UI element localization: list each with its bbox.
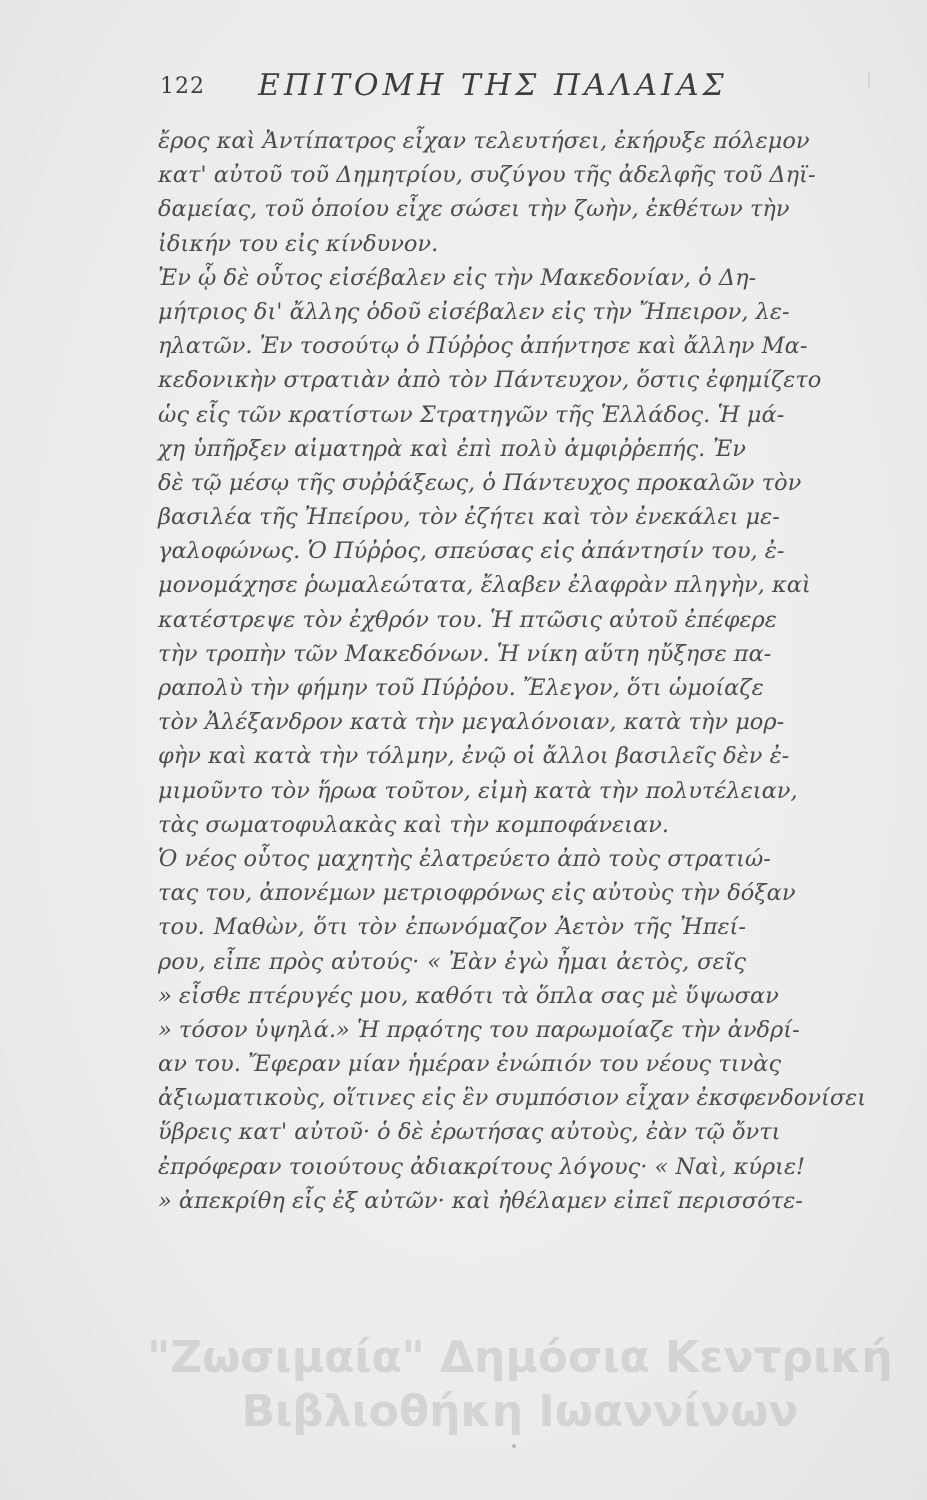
text-line: Ἐν ᾧ δὲ οὗτος εἰσέβαλεν εἰς τὴν Μακεδονίαν, ὁ Δη- <box>158 264 757 291</box>
text-line: » τόσον ὑψηλά.» Ἡ πρᾳότης του παρωμοίαζε τὴν ἀνδρί- <box>158 1016 800 1043</box>
text-line: ἐπρόφεραν τοιούτους ἀδιακρίτους λόγους· « Ναὶ, κύριε! <box>158 1153 806 1180</box>
text-line: τὴν τροπὴν τῶν Μακεδόνων. Ἡ νίκη αὕτη ηὔξησε πα- <box>158 640 772 667</box>
text-line: γαλοφώνως. Ὁ Πύῤῥος, σπεύσας εἰς ἀπάντησίν του, ἐ- <box>158 538 785 565</box>
text-line: ἀξιωματικοὺς, οἵτινες εἰς ἓν συμπόσιον εἶχαν ἐκσφενδονίσει <box>158 1085 867 1112</box>
text-line: κεδονικὴν στρατιὰν ἀπὸ τὸν Πάντευχον, ὅστις ἐφημίζετο <box>158 367 822 394</box>
text-line: ὕβρεις κατ' αὐτοῦ· ὁ δὲ ἐρωτήσας αὐτοὺς, ἐὰν τῷ ὄντι <box>158 1119 781 1146</box>
text-line: » ἀπεκρίθη εἷς ἐξ αὐτῶν· καὶ ἠθέλαμεν εἰπεῖ περισσότε- <box>158 1187 803 1214</box>
ink-dot <box>512 1444 516 1448</box>
text-line: μονομάχησε ῥωμαλεώτατα, ἔλαβεν ἐλαφρὰν πληγὴν, καὶ <box>158 572 811 599</box>
text-line: μιμοῦντο τὸν ἥρωα τοῦτον, εἰμὴ κατὰ τὴν πολυτέλειαν, <box>158 777 798 804</box>
text-line: τας του, ἀπονέμων μετριοφρόνως εἰς αὐτοὺς τὴν δόξαν <box>158 880 796 907</box>
page-header <box>160 64 740 104</box>
text-line: βασιλέα τῆς Ἠπείρου, τὸν ἐζήτει καὶ τὸν ἐνεκάλει με- <box>158 504 780 531</box>
text-line: ηλατῶν. Ἐν τοσούτῳ ὁ Πύῤῥος ἀπήντησε καὶ ἄλλην Μα- <box>158 333 808 360</box>
text-line: κατ' αὐτοῦ τοῦ Δημητρίου, συζύγου τῆς ἀδελφῆς τοῦ Δηϊ- <box>158 162 816 189</box>
text-line: φὴν καὶ κατὰ τὴν τόλμην, ἐνῷ οἱ ἄλλοι βασιλεῖς δὲν ἐ- <box>158 743 790 770</box>
text-line: ρου, εἶπε πρὸς αὐτούς· « Ἐὰν ἐγὼ ἦμαι ἀετὸς, σεῖς <box>158 948 746 975</box>
text-line: ὡς εἷς τῶν κρατίστων Στρατηγῶν τῆς Ἑλλάδος. Ἡ μά- <box>158 401 785 428</box>
watermark-line-2: Βιβλιοθήκη Ιωαννίνων <box>241 1386 799 1437</box>
text-line: κατέστρεψε τὸν ἐχθρόν του. Ἡ πτῶσις αὐτοῦ ἐπέφερε <box>158 606 777 633</box>
text-line: ραπολὺ τὴν φήμην τοῦ Πύῤῥου. Ἔλεγον, ὅτι ὡμοίαζε <box>158 675 764 701</box>
text-line: χη ὑπῆρξεν αἱματηρὰ καὶ ἐπὶ πολὺ ἀμφιῤῥεπής. Ἐν <box>158 435 746 462</box>
running-head: ΕΠΙΤΟΜΗ ΤΗΣ ΠΑΛΑΙΑΣ <box>258 68 728 103</box>
text-line: τὰς σωματοφυλακὰς καὶ τὴν κομποφάνειαν. <box>158 811 669 838</box>
text-line: ἔρος καὶ Ἀντίπατρος εἶχαν τελευτήσει, ἐκήρυξε πόλεμον <box>158 128 810 154</box>
text-line: δὲ τῷ μέσῳ τῆς συῤῥάξεως, ὁ Πάντευχος προκαλῶν τὸν <box>158 469 802 496</box>
body-text <box>158 124 867 1218</box>
text-line: ἰδικήν του εἰς κίνδυνον. <box>158 230 439 257</box>
text-line: Ὁ νέος οὗτος μαχητὴς ἐλατρεύετο ἀπὸ τοὺς στρατιώ- <box>158 845 771 872</box>
page-edge-mark <box>868 72 870 88</box>
text-line: δαμείας, τοῦ ὁποίου εἶχε σώσει τὴν ζωὴν, ἐκθέτων τὴν <box>158 196 790 223</box>
text-line: τὸν Ἀλέξανδρον κατὰ τὴν μεγαλόνοιαν, κατὰ τὴν μορ- <box>158 709 785 736</box>
watermark-line-1: "Ζωσιμαία" Δημόσια Κεντρική <box>147 1332 893 1383</box>
page-number: 122 <box>160 74 205 99</box>
text-line: του. Μαθὼν, ὅτι τὸν ἐπωνόμαζον Ἀετὸν τῆς Ἠπεί- <box>158 914 746 941</box>
text-line: » εἶσθε πτέρυγές μου, καθότι τὰ ὅπλα σας μὲ ὕψωσαν <box>158 982 779 1009</box>
text-line: μήτριος δι' ἄλλης ὁδοῦ εἰσέβαλεν εἰς τὴν Ἤπειρον, λε- <box>158 298 790 325</box>
text-line: αν του. Ἔφεραν μίαν ἡμέραν ἐνώπιόν του νέους τινὰς <box>158 1051 782 1078</box>
